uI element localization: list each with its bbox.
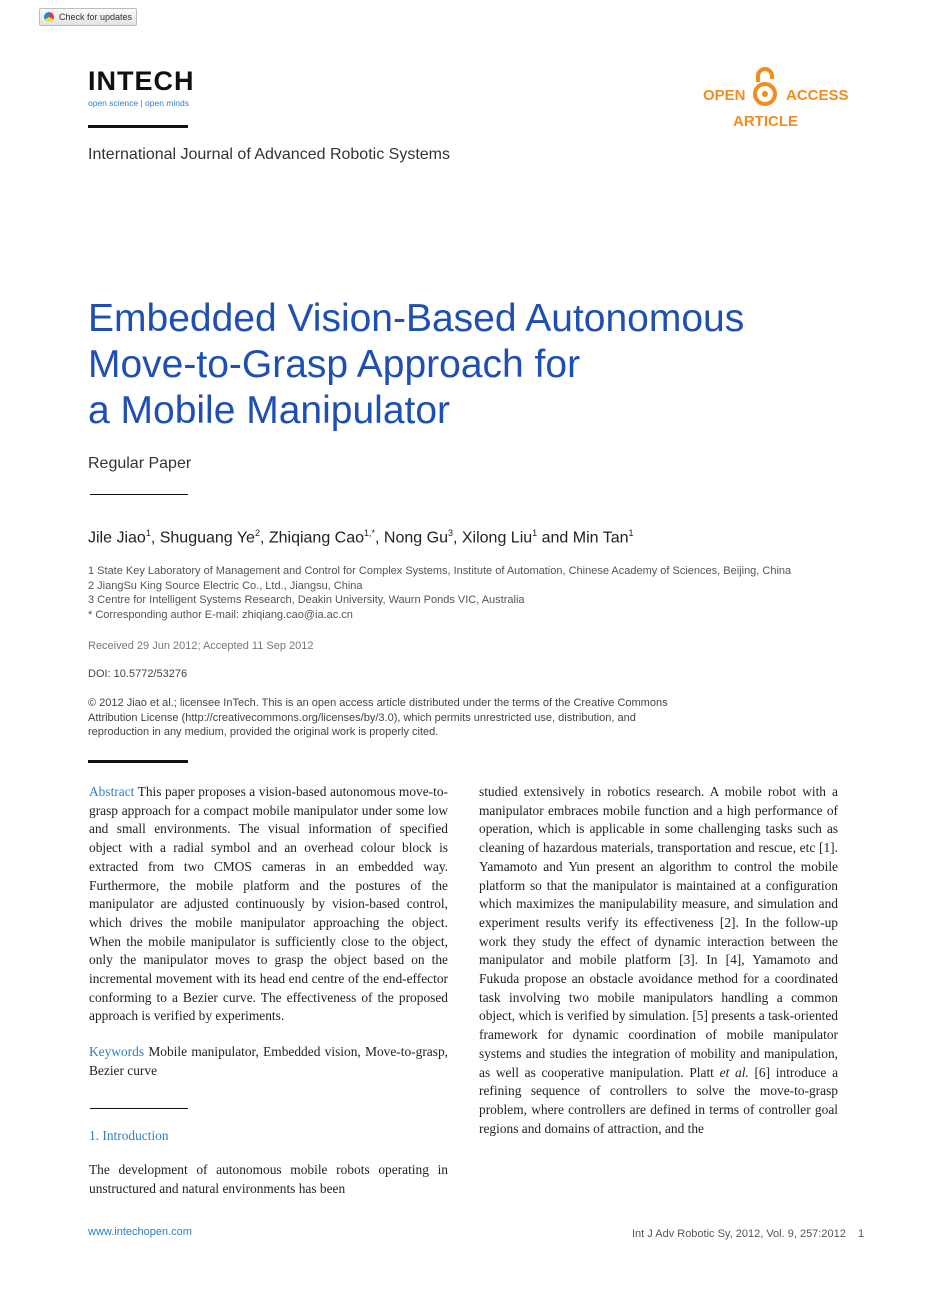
check-for-updates-button[interactable] bbox=[39, 8, 137, 26]
author-affil-mark: 1,* bbox=[364, 528, 376, 538]
open-access-access: ACCESS bbox=[786, 87, 849, 104]
author-affil-mark: 2 bbox=[254, 528, 260, 538]
abstract-label: Abstract bbox=[89, 784, 135, 799]
divider bbox=[90, 1108, 188, 1109]
author-affil-mark: 1 bbox=[532, 528, 538, 538]
divider bbox=[88, 760, 188, 763]
section-heading: 1. Introduction bbox=[89, 1128, 169, 1143]
body-text: studied extensively in robotics research. A mobile robot with a manipulator embraces mobile function and a high performance of operation, which is applicable in some challenging tasks such as cleaning of hazardous materials, transportation and rescue, etc [1]. Yamamoto and Yun present an algorithm to control the mobile platform so that the manipulator is maintained at a configuration which maximizes the manipulability measure, and simulation and experiment results verify its effectiveness [2]. In the follow-up work they study the effect of dynamic interaction between the manipulator and mobile platform [3]. In [4], Yamamoto and Fukuda propose an obstacle avoidance method for a coordinated task involving two mobile manipulators handling a common object, which is verified by simulation. [5] presents a task-oriented framework for dynamic coordination of mobile manipulator systems and studies the integration of mobility and manipulation, as well as cooperative manipulation. Platt bbox=[479, 784, 838, 1080]
author-name: Zhiqiang Cao bbox=[268, 529, 365, 547]
title-line: Embedded Vision-Based Autonomous bbox=[88, 297, 745, 340]
check-updates-label: Check for updates bbox=[59, 12, 133, 22]
abstract-column bbox=[89, 783, 448, 1081]
open-access-lock-icon bbox=[752, 66, 778, 108]
abstract bbox=[89, 783, 448, 1026]
body-text: [6] introduce a refining sequence of controllers to solve the move-to-grasp problem, where controllers are defined in terms of controller goal regions and domains of attraction, and the bbox=[479, 1064, 839, 1136]
author-name: Min Tan bbox=[572, 529, 629, 547]
affiliation: 3 Centre for Intelligent Systems Research, Deakin University, Waurn Ponds VIC, Australia bbox=[88, 594, 525, 606]
header-rule bbox=[88, 125, 188, 128]
body-italic: et al. bbox=[719, 1064, 749, 1080]
footer-url-link[interactable]: www.intechopen.com bbox=[88, 1226, 192, 1238]
divider bbox=[90, 494, 188, 495]
abstract-text: This paper proposes a vision-based autonomous move-to-grasp approach for a compact mobile manipulator under some low and small environments. The visual information of specified object with a radial symbol and an overhead colour block is extracted from two CMOS cameras in an embedded way. Furthermore, the mobile platform and the postures of the manipulator are adjusted continuously by vision-based control, which drives the mobile manipulator approaching the object. When the mobile manipulator is sufficiently close to the object, only the manipulator moves to grasp the object based on the incremental movement with its head end centre of the end-effector conforming to a Bezier curve. The effectiveness of the proposed approach is verified by experiments. bbox=[89, 784, 448, 1024]
author-sep: and bbox=[537, 529, 573, 547]
title-line: Move-to-Grasp Approach for bbox=[88, 343, 581, 386]
doi: DOI: 10.5772/53276 bbox=[88, 668, 188, 680]
author-affil-mark: 3 bbox=[447, 528, 453, 538]
author-sep: , bbox=[259, 529, 269, 547]
affiliation: 1 State Key Laboratory of Management and Control for Complex Systems, Institute of Automation, Chinese Academy of Sciences, Beijing, China bbox=[88, 565, 792, 577]
author-name: Xilong Liu bbox=[461, 529, 533, 547]
intech-logo: INTECH bbox=[88, 66, 195, 96]
affiliations bbox=[88, 564, 791, 622]
keywords bbox=[89, 1043, 448, 1080]
logo-tagline: open science | open minds bbox=[88, 98, 189, 108]
title-line: a Mobile Manipulator bbox=[88, 389, 451, 432]
right-column-text bbox=[479, 783, 838, 1138]
affiliation: 2 JiangSu King Source Electric Co., Ltd., Jiangsu, China bbox=[88, 579, 363, 592]
author-affil-mark: 1 bbox=[628, 528, 634, 538]
author-name: Jile Jiao bbox=[88, 529, 146, 547]
author-sep: , bbox=[375, 529, 384, 547]
author-name: Nong Gu bbox=[383, 529, 448, 547]
journal-name: International Journal of Advanced Robotic Systems bbox=[88, 146, 450, 163]
keywords-text: Mobile manipulator, Embedded vision, Move-to-grasp, Bezier curve bbox=[89, 1044, 448, 1078]
author-name: Shuguang Ye bbox=[159, 529, 255, 547]
crossmark-icon bbox=[44, 12, 54, 22]
paper-title bbox=[88, 296, 808, 434]
paper-type: Regular Paper bbox=[88, 455, 192, 472]
received-dates: Received 29 Jun 2012; Accepted 11 Sep 2012 bbox=[88, 640, 314, 652]
author-sep: , bbox=[452, 529, 462, 547]
author-affil-mark: 1 bbox=[145, 528, 151, 538]
corresponding-author: * Corresponding author E-mail: zhiqiang.cao@ia.ac.cn bbox=[88, 608, 353, 621]
open-access-open: OPEN bbox=[703, 87, 746, 104]
author-sep: , bbox=[150, 529, 160, 547]
intro-paragraph: The development of autonomous mobile robots operating in unstructured and natural environments has been bbox=[89, 1162, 448, 1196]
copyright-notice: © 2012 Jiao et al.; licensee InTech. This is an open access article distributed under the terms of the Creative Commons Attribution License (http://creativecommons.org/licenses/by/3.0), which permits unrestricted use, distribution, and reproduction in any medium, provided the original work is properly cited. bbox=[88, 697, 668, 738]
author-list bbox=[88, 528, 634, 547]
open-access-article: ARTICLE bbox=[733, 113, 798, 130]
page-number: 1 bbox=[858, 1228, 865, 1240]
footer-citation: Int J Adv Robotic Sy, 2012, Vol. 9, 257:2012 bbox=[632, 1228, 846, 1240]
keywords-label: Keywords bbox=[89, 1044, 145, 1060]
